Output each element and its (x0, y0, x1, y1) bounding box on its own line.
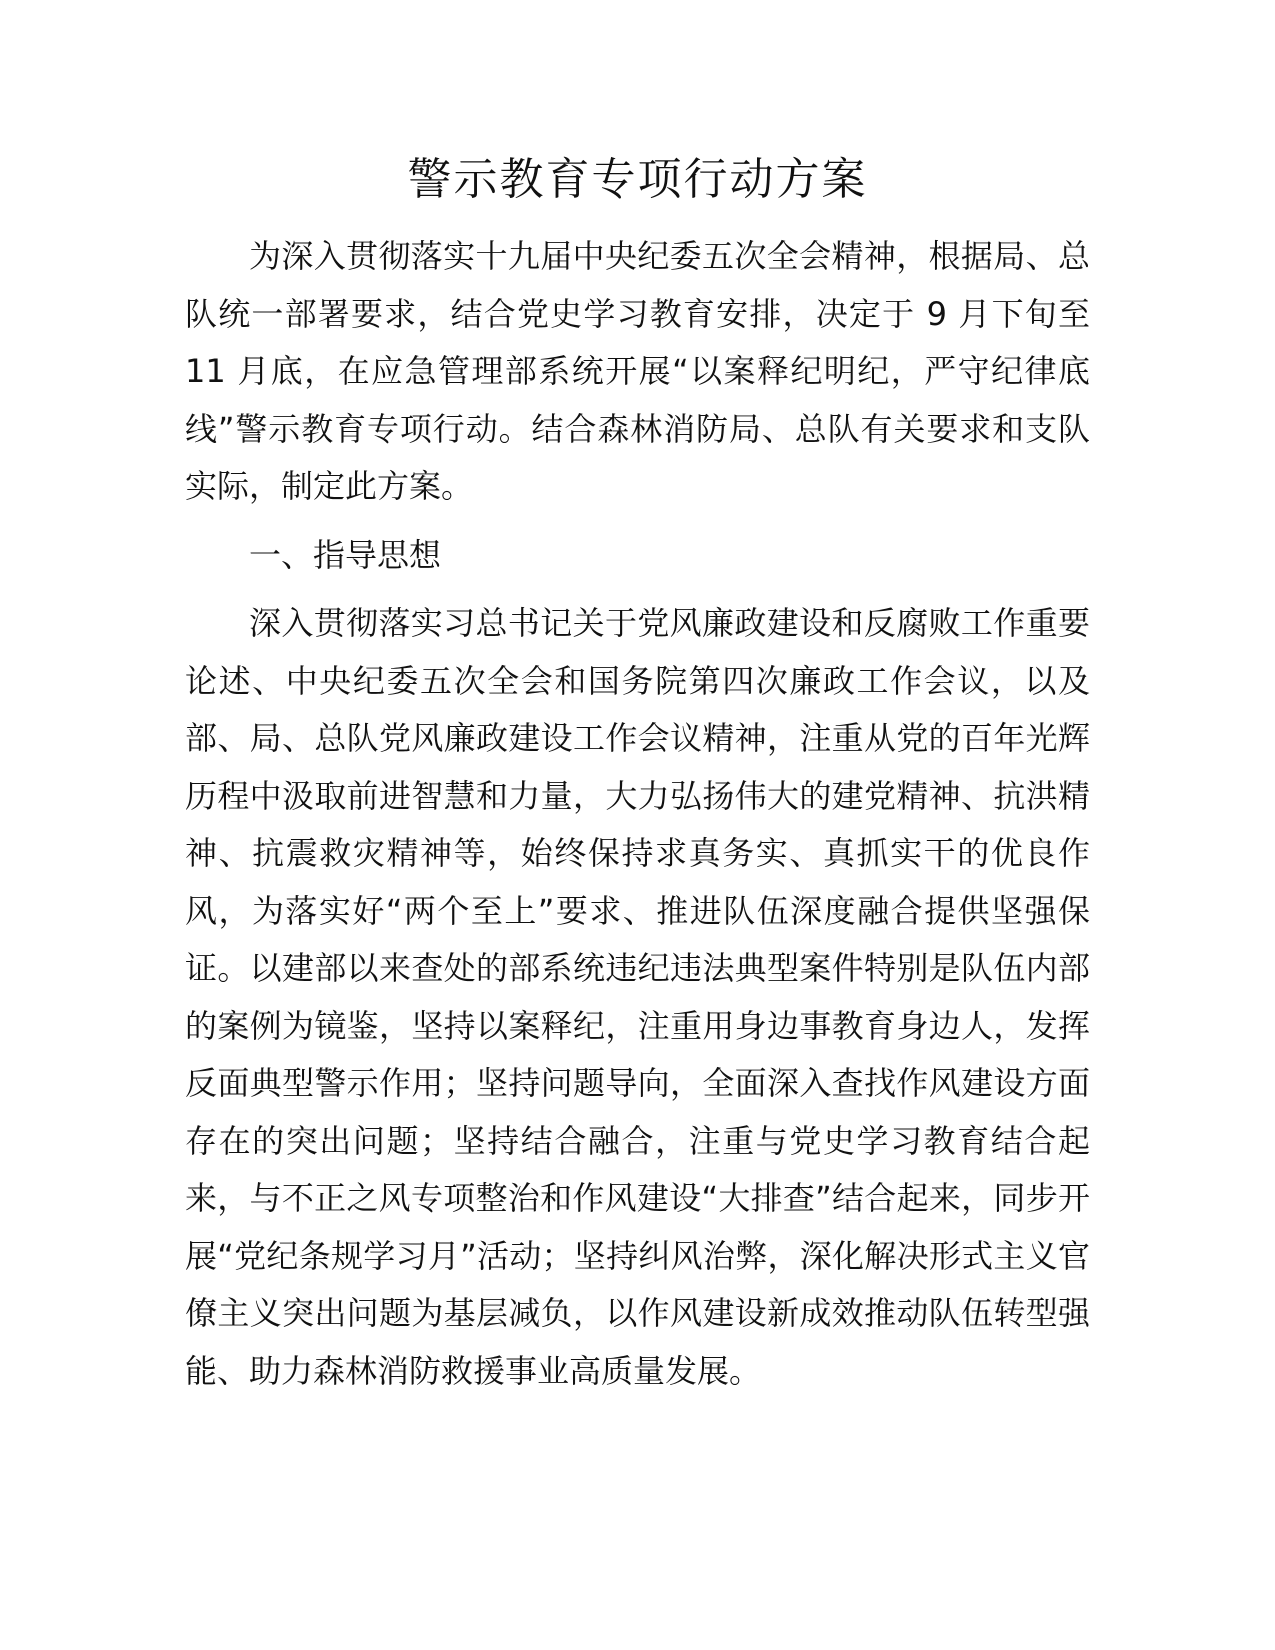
document-body (185, 228, 1090, 1400)
section-heading-guiding-ideology: 一、指导思想 (249, 535, 442, 574)
guiding-ideology-paragraph: 深入贯彻落实习总书记关于党风廉政建设和反腐败工作重要论述、中央纪委五次全会和国务院第四次廉政工作会议，以及部、局、总队党风廉政建设工作会议精神，注重从党的百年光辉历程中汲取前进智慧和力量，大力弘扬伟大的建党精神、抗洪精神、抗震救灾精神等，始终保持求真务实、真抓实干的优良作风，为落实好“两个至上”要求、推进队伍深度融合提供坚强保证。以建部以来查处的部系统违纪违法典型案件特别是队伍内部的案例为镜鉴，坚持以案释纪，注重用身边事教育身边人，发挥反面典型警示作用；坚持问题导向，全面深入查找作风建设方面存在的突出问题；坚持结合融合，注重与党史学习教育结合起来，与不正之风专项整治和作风建设“大排查”结合起来，同步开展“党纪条规学习月”活动；坚持纠风治弊，深化解决形式主义官僚主义突出问题为基层减负，以作风建设新成效推动队伍转型强能、助力森林消防救援事业高质量发展。 (185, 604, 1090, 1390)
intro-paragraph: 为深入贯彻落实十九届中央纪委五次全会精神，根据局、总队统一部署要求，结合党史学习教育安排，决定于 9 月下旬至 11 月底，在应急管理部系统开展“以案释纪明纪，严守纪律底线”警示教育专项行动。结合森林消防局、总队有关要求和支队实际，制定此方案。 (185, 237, 1090, 505)
document-title: 警示教育专项行动方案 (407, 154, 868, 205)
